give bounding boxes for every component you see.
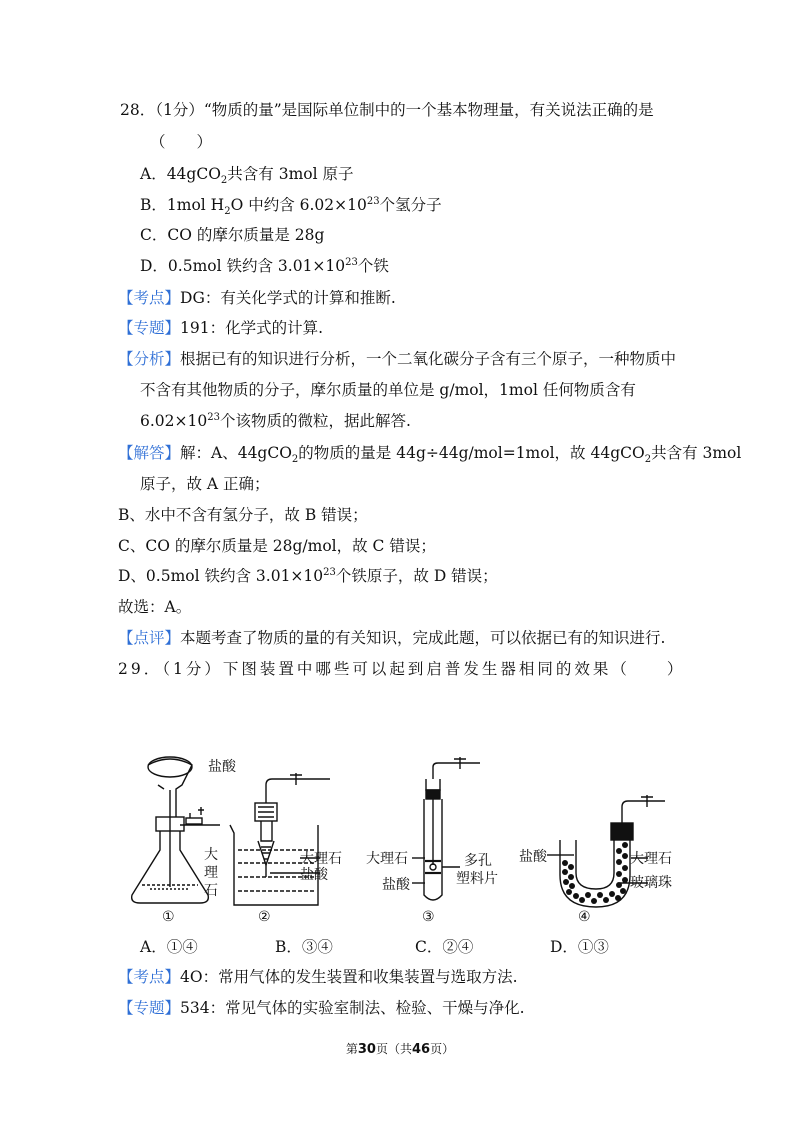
apparatus-figure [120,755,700,930]
q28-dianping: 【点评】本题考查了物质的量的有关知识，完成此题，可以依据已有的知识进行. [118,629,666,647]
q28-fenxi-line2: 不含有其他物质的分子，摩尔质量的单位是 g/mol，1mol 任何物质含有 [140,381,636,399]
label-marble-1b: 理 [204,865,218,881]
label-porous-a: 多孔 [464,853,492,869]
label-marble-1a: 大 [204,847,218,863]
q29-option-a: A．①④ [140,938,198,956]
figure-number-1: ① [162,909,175,925]
q29-stem: 29．（1分）下图装置中哪些可以起到启普发生器相同的效果（ ） [118,660,686,678]
q29-option-c: C．②④ [415,938,474,956]
label-glass-beads: 玻璃珠 [630,875,672,891]
label-hcl-4: 盐酸 [519,849,547,865]
q28-kaodian: 【考点】DG：有关化学式的计算和推断. [118,289,396,307]
figure-number-2: ② [258,909,271,925]
q28-jieda-line6: 故选：A。 [118,598,192,616]
label-marble-1c: 石 [204,883,218,899]
q28-blank: （ ） [150,133,213,151]
glass-beads [562,842,628,904]
label-marble-4: 大理石 [630,851,672,867]
label-hcl-2: 盐酸 [300,867,328,883]
q29-kaodian: 【考点】4O：常用气体的发生装置和收集装置与选取方法. [118,968,518,986]
q28-jieda-line4: C、CO 的摩尔质量是 28g/mol，故 C 错误； [118,537,436,555]
q28-jieda-line2: 原子，故 A 正确； [140,475,270,493]
q28-jieda-line5: D、0.5mol 铁约含 $3.01\times 10^{23}$个铁原子，故 D 错误； [118,566,498,585]
figure-number-4: ④ [578,909,591,925]
q28-jieda: 【解答】解：A、44gCO$_2$的物质的量是 44g÷44g/mol=1mol，故 44gCO$_2$共含有 3mol [118,444,742,466]
q29-option-b: B．③④ [275,938,333,956]
figure-number-3: ③ [422,909,435,925]
q28-option-a: A．44gCO$_2$共含有 3mol 原子 [140,165,354,187]
label-marble-3: 大理石 [366,851,408,867]
q28-fenxi: 【分析】根据已有的知识进行分析，一个二氧化碳分子含有三个原子，一种物质中 [118,350,677,368]
q28-jieda-line3: B、水中不含有氢分子，故 B 错误； [118,506,368,524]
label-porous-b: 塑料片 [456,871,498,887]
q28-zhuanti: 【专题】191：化学式的计算. [118,319,324,337]
q29-zhuanti: 【专题】534：常见气体的实验室制法、检验、干燥与净化. [118,999,525,1017]
q28-fenxi-line3: $6.02\times 10^{23}$个该物质的微粒，据此解答. [140,411,411,430]
q29-option-d: D．①③ [550,938,609,956]
q28-option-c: C．CO 的摩尔质量是 28g [140,226,325,244]
label-hcl-1: 盐酸 [208,759,236,775]
q28-option-b: B．1mol $H_2O$ 中约含 $6.02\times 10^{23}$个氢分子 [140,195,442,218]
q28-stem: 28．（1分）“物质的量”是国际单位制中的一个基本物理量，有关说法正确的是 [120,101,654,119]
page-footer: 第30页（共46页） [345,1042,455,1057]
label-hcl-3: 盐酸 [382,877,410,893]
apparatus-2-beaker [230,773,330,905]
q28-option-d: D．0.5mol 铁约含 $3.01\times 10^{23}$个铁 [140,256,389,275]
label-marble-2: 大理石 [300,851,342,867]
apparatus-1-flask [132,757,220,903]
